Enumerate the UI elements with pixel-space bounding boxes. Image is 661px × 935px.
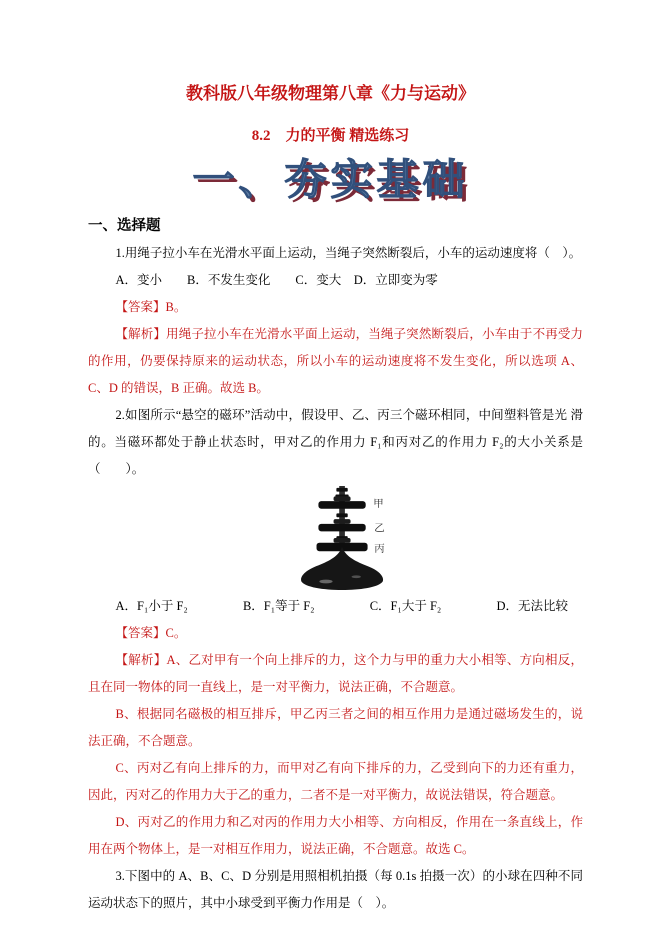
q1-answer-line: 【答案】B。 xyxy=(115,300,187,314)
document-body xyxy=(0,213,661,917)
page-title: 教科版八年级物理第八章《力与运动》 xyxy=(186,84,475,103)
q2-option-a: A．F₁小于 F₂ xyxy=(115,599,188,613)
magnet-ring-middle xyxy=(318,524,365,532)
q2-option-d: D．无法比较 xyxy=(496,599,568,613)
q2-option-c: C．F₁大于 F₂ xyxy=(369,599,442,613)
figure-label-bing: 丙 xyxy=(373,544,385,556)
q1-analysis-paragraph: 【解析】用绳子拉小车在光滑水平面上运动，当绳子突然断裂后，小车由于不再受力的作用，仍要保持原来的运动状态，所以小车的运动速度将不发生变化，所以选项 A、C、D 的错误，B 正确。故选 B。 xyxy=(88,327,583,395)
q3-stem: 3.下图中的 A、B、C、D 分别是用照相机拍摄（每 0.1s 拍摄一次）的小球在四种不同运动状态下的照片，其中小球受到平衡力作用是（ ）。 xyxy=(88,869,583,910)
magnet-ring-top xyxy=(318,501,365,509)
page-subtitle: 8.2 力的平衡 精选练习 xyxy=(251,128,410,144)
q2-analysis-paragraph-c: C、丙对乙有向上排斥的力，而甲对乙有向下排斥的力，乙受到向下的力还有重力，因此，丙对乙的作用力大于乙的重力，二者不是一对平衡力，故说法错误，符合题意。 xyxy=(88,761,583,802)
q2-analysis-paragraph-b: B、根据同名磁极的相互排斥，甲乙丙三者之间的相互作用力是通过磁场发生的，说法正确，不合题意。 xyxy=(88,707,583,748)
q2-option-b: B．F₁等于 F₂ xyxy=(242,599,315,613)
banner-heading: 一、夯实基础 xyxy=(192,156,469,203)
q1-stem: 1.用绳子拉小车在光滑水平面上运动，当绳子突然断裂后，小车的运动速度将（ ）。 xyxy=(115,246,582,260)
section-heading: 一、选择题 xyxy=(88,218,161,234)
q2-analysis-paragraph-a: 【解析】A、乙对甲有一个向上排斥的力，这个力与甲的重力大小相等、方向相反，且在同一物体的同一直线上，是一对平衡力，说法正确，不合题意。 xyxy=(88,653,583,694)
q2-options-row xyxy=(116,593,584,620)
stand-base xyxy=(301,547,383,590)
q2-answer-line: 【答案】C。 xyxy=(115,626,187,640)
q2-analysis-paragraph-d: D、丙对乙的作用力和乙对丙的作用力大小相等、方向相反，作用在一条直线上，作用在两个物体上，是一对相互作用力，说法正确，不合题意。故选 C。 xyxy=(88,815,583,856)
magnet-stand-illustration xyxy=(293,486,393,590)
q2-stem: 2.如图所示“悬空的磁环”活动中，假设甲、乙、丙三个磁环相同，中间塑料管是光 滑的。当磁环都处于静止状态时，甲对乙的作用力 F₁和丙对乙的作用力 F₂的大小关系是（ ）。 xyxy=(88,408,583,476)
figure-label-jia: 甲 xyxy=(372,498,384,510)
q1-options-line: A．变小 B．不发生变化 C．变大 D．立即变为零 xyxy=(115,273,438,287)
magnet-rings-figure xyxy=(102,486,583,590)
figure-label-yi: 乙 xyxy=(373,523,385,535)
